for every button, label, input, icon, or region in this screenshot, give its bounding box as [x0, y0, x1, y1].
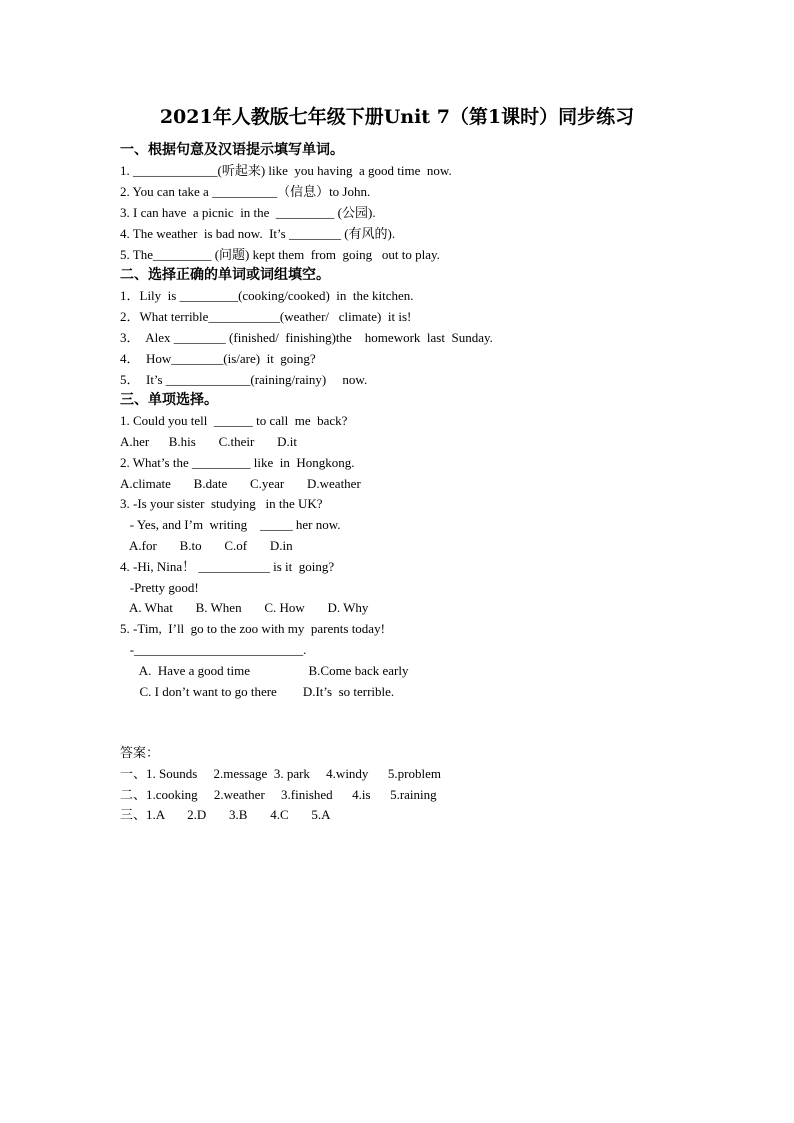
section1-heading: 一、根据句意及汉语提示填写单词。 [120, 142, 344, 158]
answer-line: 二、1.cooking 2.weather 3.finished 4.is 5.raining [120, 787, 437, 802]
section1-item: 4. The weather is bad now. It’s ________ (有风的). [120, 226, 396, 241]
answers-label: 答案： [120, 745, 160, 760]
section2-item: 3． Alex ________ (finished/ finishing)the homework last Sunday. [120, 330, 493, 345]
section1-item: 2. You can take a __________（信息）to John. [120, 184, 371, 199]
options-line: A. What B. When C. How D. Why [120, 600, 369, 615]
question-line: 5. -Tim, I’ll go to the zoo with my parents today! [120, 621, 385, 636]
section1-item: 3. I can have a picnic in the _________ (公园). [120, 205, 376, 220]
section2-item: 2．What terrible___________(weather/ climate) it is! [120, 309, 412, 324]
section1-item: 5. The_________ (问题) kept them from going out to play. [120, 247, 440, 262]
page-title: 2021年人教版七年级下册Unit 7（第1课时）同步练习 [159, 106, 635, 128]
section2-heading: 二、选择正确的单词或词组填空。 [120, 267, 330, 283]
section2-item: 1．Lily is _________(cooking/cooked) in the kitchen. [120, 288, 414, 303]
question-line: - Yes, and I’m writing _____ her now. [120, 517, 341, 532]
question-line: 3. -Is your sister studying in the UK? [120, 496, 323, 511]
options-line: A.her B.his C.their D.it [120, 434, 297, 449]
options-line: A. Have a good time B.Come back early [120, 663, 409, 678]
answer-line: 三、1.A 2.D 3.B 4.C 5.A [120, 807, 331, 822]
question-line: -Pretty good! [120, 580, 199, 595]
section1-item: 1. _____________(听起来) like you having a good time now. [120, 163, 452, 178]
question-line: 4. -Hi, Nina！ ___________ is it going? [120, 559, 335, 574]
section3-heading: 三、单项选择。 [120, 392, 218, 408]
options-line: A.for B.to C.of D.in [120, 538, 293, 553]
section2-item: 5． It’s _____________(raining/rainy) now. [120, 372, 368, 387]
question-line: 1. Could you tell ______ to call me back? [120, 413, 348, 428]
options-line: A.climate B.date C.year D.weather [120, 476, 361, 491]
section2-item: 4． How________(is/are) it going? [120, 351, 316, 366]
question-line: -__________________________. [120, 642, 307, 657]
question-line: 2. What’s the _________ like in Hongkong. [120, 455, 355, 470]
options-line: C. I don’t want to go there D.It’s so terrible. [120, 684, 395, 699]
answer-line: 一、1. Sounds 2.message 3. park 4.windy 5.problem [120, 766, 442, 781]
